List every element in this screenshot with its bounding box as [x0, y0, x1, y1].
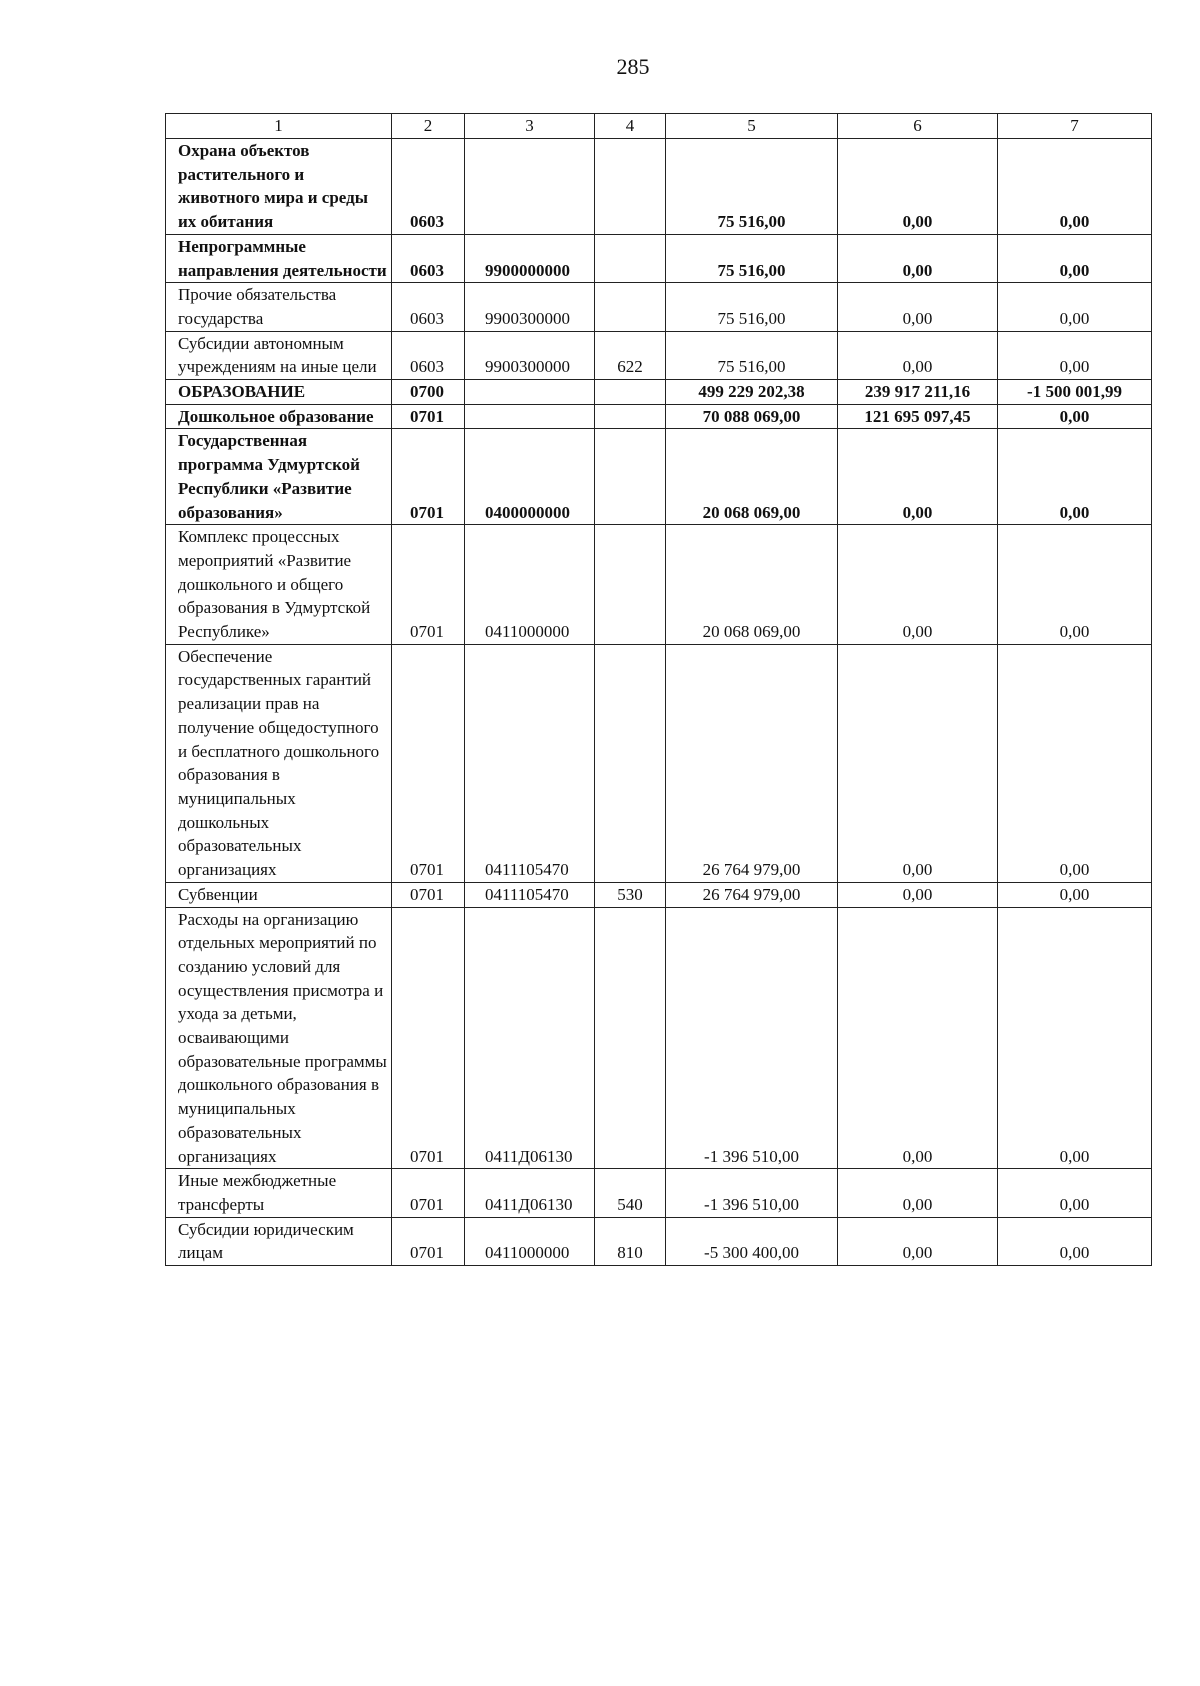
row-name: Непрограммные направления деятельности	[166, 234, 392, 282]
row-name: Субвенции	[166, 882, 392, 907]
row-target-code: 0411105470	[465, 882, 595, 907]
page-number: 285	[616, 54, 650, 79]
row-name: Комплекс процессных мероприятий «Развитие дошкольного и общего образования в Удмуртской Республике»	[166, 525, 392, 645]
row-target-code	[465, 380, 595, 405]
table-row	[166, 907, 1152, 1169]
row-amount-col6: 0,00	[838, 283, 998, 331]
row-section-code: 0603	[392, 139, 465, 235]
row-amount-col5: 70 088 069,00	[666, 404, 838, 429]
row-section-code: 0701	[392, 404, 465, 429]
row-expense-type	[595, 907, 666, 1169]
table-row	[166, 234, 1152, 282]
table-row	[166, 1169, 1152, 1217]
table-row	[166, 404, 1152, 429]
table-row	[166, 882, 1152, 907]
row-amount-col7: 0,00	[998, 234, 1152, 282]
row-amount-col6: 0,00	[838, 1217, 998, 1265]
row-section-code: 0701	[392, 907, 465, 1169]
row-amount-col5: 75 516,00	[666, 139, 838, 235]
table-row	[166, 331, 1152, 379]
table-row	[166, 644, 1152, 882]
row-amount-col5: 26 764 979,00	[666, 882, 838, 907]
row-amount-col7: 0,00	[998, 283, 1152, 331]
row-amount-col7: 0,00	[998, 1169, 1152, 1217]
row-name: Государственная программа Удмуртской Республики «Развитие образования»	[166, 429, 392, 525]
table-row	[166, 283, 1152, 331]
row-amount-col6: 0,00	[838, 525, 998, 645]
row-section-code: 0700	[392, 380, 465, 405]
row-name: Дошкольное образование	[166, 404, 392, 429]
row-amount-col7: 0,00	[998, 907, 1152, 1169]
row-amount-col7: 0,00	[998, 429, 1152, 525]
row-target-code: 0411Д06130	[465, 1169, 595, 1217]
row-amount-col5: 20 068 069,00	[666, 525, 838, 645]
row-expense-type	[595, 139, 666, 235]
row-amount-col7: 0,00	[998, 644, 1152, 882]
row-target-code: 0411000000	[465, 1217, 595, 1265]
row-target-code: 0411105470	[465, 644, 595, 882]
table-row	[166, 380, 1152, 405]
row-name: Обеспечение государственных гарантий реализации прав на получение общедоступного и бесплатного дошкольного образования в муниципальных дошкольных образовательных организациях	[166, 644, 392, 882]
row-target-code: 9900300000	[465, 283, 595, 331]
row-amount-col6: 121 695 097,45	[838, 404, 998, 429]
table-body	[166, 139, 1152, 1266]
column-header: 6	[838, 114, 998, 139]
row-amount-col6: 0,00	[838, 331, 998, 379]
row-expense-type: 530	[595, 882, 666, 907]
row-target-code: 9900300000	[465, 331, 595, 379]
row-amount-col6: 0,00	[838, 1169, 998, 1217]
row-amount-col6: 239 917 211,16	[838, 380, 998, 405]
row-section-code: 0701	[392, 1169, 465, 1217]
row-amount-col5: 75 516,00	[666, 234, 838, 282]
row-name: Субсидии юридическим лицам	[166, 1217, 392, 1265]
row-target-code	[465, 404, 595, 429]
row-name: ОБРАЗОВАНИЕ	[166, 380, 392, 405]
row-name: Субсидии автономным учреждениям на иные цели	[166, 331, 392, 379]
row-section-code: 0603	[392, 283, 465, 331]
row-amount-col7: 0,00	[998, 525, 1152, 645]
row-amount-col6: 0,00	[838, 907, 998, 1169]
row-amount-col7: 0,00	[998, 1217, 1152, 1265]
row-target-code: 0411Д06130	[465, 907, 595, 1169]
row-amount-col7: 0,00	[998, 882, 1152, 907]
row-section-code: 0701	[392, 882, 465, 907]
row-amount-col5: 75 516,00	[666, 331, 838, 379]
row-amount-col7: 0,00	[998, 139, 1152, 235]
row-amount-col6: 0,00	[838, 882, 998, 907]
row-expense-type	[595, 429, 666, 525]
column-header: 2	[392, 114, 465, 139]
budget-table	[165, 113, 1152, 1266]
row-amount-col5: -5 300 400,00	[666, 1217, 838, 1265]
row-expense-type: 810	[595, 1217, 666, 1265]
row-expense-type	[595, 234, 666, 282]
row-amount-col5: 499 229 202,38	[666, 380, 838, 405]
row-expense-type	[595, 283, 666, 331]
table-row	[166, 525, 1152, 645]
row-name: Охрана объектов растительного и животного мира и среды их обитания	[166, 139, 392, 235]
row-target-code: 0400000000	[465, 429, 595, 525]
row-name: Расходы на организацию отдельных мероприятий по созданию условий для осуществления присмотра и ухода за детьми, осваивающими образовательные программы дошкольного образования в муниципальных образовательных организациях	[166, 907, 392, 1169]
table-header-row	[166, 114, 1152, 139]
table-row	[166, 1217, 1152, 1265]
row-amount-col6: 0,00	[838, 429, 998, 525]
row-amount-col7: -1 500 001,99	[998, 380, 1152, 405]
row-amount-col6: 0,00	[838, 139, 998, 235]
row-expense-type: 540	[595, 1169, 666, 1217]
row-section-code: 0603	[392, 234, 465, 282]
row-target-code: 0411000000	[465, 525, 595, 645]
row-amount-col5: -1 396 510,00	[666, 907, 838, 1169]
row-expense-type	[595, 644, 666, 882]
row-amount-col7: 0,00	[998, 331, 1152, 379]
row-section-code: 0701	[392, 1217, 465, 1265]
row-section-code: 0701	[392, 644, 465, 882]
row-amount-col5: 75 516,00	[666, 283, 838, 331]
row-amount-col5: -1 396 510,00	[666, 1169, 838, 1217]
row-expense-type	[595, 525, 666, 645]
table-row	[166, 139, 1152, 235]
row-amount-col6: 0,00	[838, 644, 998, 882]
row-target-code: 9900000000	[465, 234, 595, 282]
column-header: 1	[166, 114, 392, 139]
row-expense-type	[595, 404, 666, 429]
row-amount-col5: 26 764 979,00	[666, 644, 838, 882]
column-header: 7	[998, 114, 1152, 139]
table-row	[166, 429, 1152, 525]
column-header: 3	[465, 114, 595, 139]
row-amount-col6: 0,00	[838, 234, 998, 282]
column-header: 5	[666, 114, 838, 139]
row-section-code: 0701	[392, 525, 465, 645]
row-target-code	[465, 139, 595, 235]
column-header: 4	[595, 114, 666, 139]
row-name: Иные межбюджетные трансферты	[166, 1169, 392, 1217]
row-amount-col7: 0,00	[998, 404, 1152, 429]
row-amount-col5: 20 068 069,00	[666, 429, 838, 525]
row-expense-type	[595, 380, 666, 405]
row-name: Прочие обязательства государства	[166, 283, 392, 331]
row-section-code: 0701	[392, 429, 465, 525]
row-expense-type: 622	[595, 331, 666, 379]
row-section-code: 0603	[392, 331, 465, 379]
